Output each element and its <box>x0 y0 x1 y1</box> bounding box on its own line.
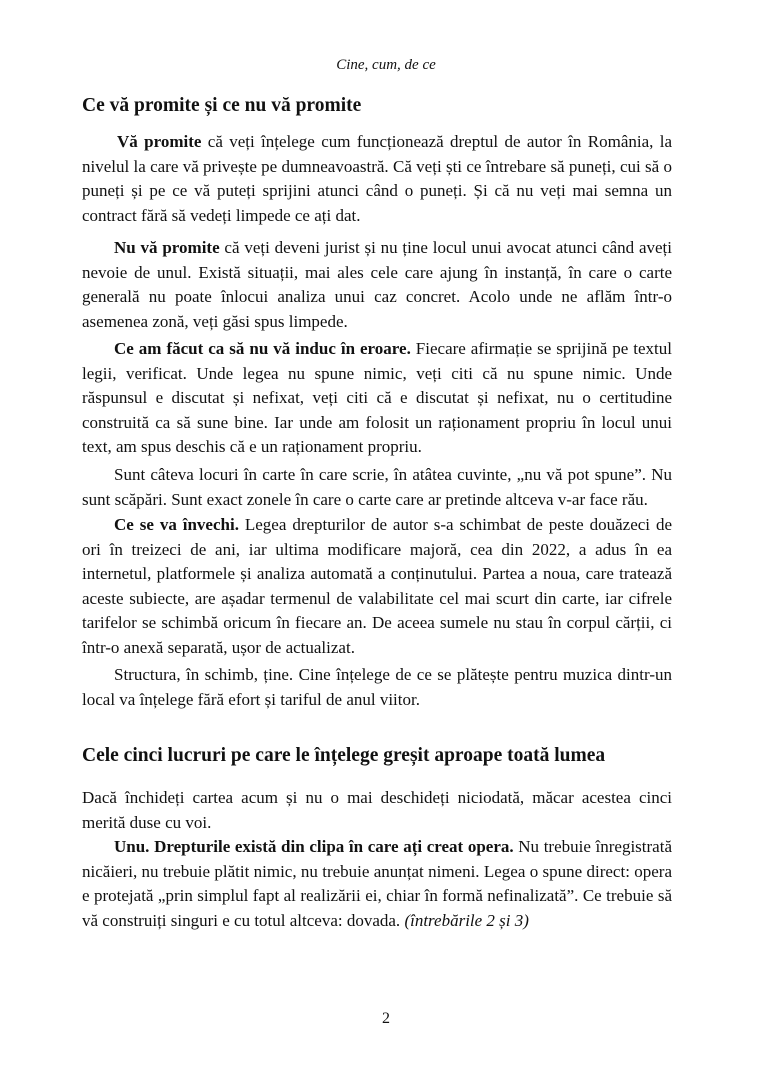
paragraph-not-promises <box>82 236 672 334</box>
paragraph-text: că veți înțelege cum funcționează dreptul de autor în România, la nivelul la care vă privește pe dumneavoastră. Că veți ști ce întrebare să puneți, cui să o puneți și pe ce vă puteți sprijini atunci când o puneți. Și că nu veți mai semna un contract fără să vedeți limpede ce ați dat. <box>82 132 672 225</box>
paragraph-lead: Ce se va învechi. <box>114 515 239 534</box>
section-title-promises: Ce vă promite și ce nu vă promite <box>82 95 362 116</box>
paragraph-lead: Ce am făcut ca să nu vă induc în eroare. <box>114 339 411 358</box>
running-header: Cine, cum, de ce <box>336 57 436 73</box>
page-number: 2 <box>382 1010 390 1027</box>
paragraph-text: Sunt câteva locuri în carte în care scrie, în atâtea cuvinte, „nu vă pot spune”. Nu sunt scăpări. Sunt exact zonele în care o carte care ar pretinde altceva v-ar face rău. <box>82 465 672 509</box>
paragraph-item-one <box>82 835 672 933</box>
paragraph-text: Legea drepturilor de autor s-a schimbat de peste douăzeci de ori în treizeci de ani, iar ultima modificare majoră, cea din 2022, a adus în ea internetul, platformele și analiza automată a conținutului. Partea a noua, care tratează aceste subiecte, are așadar termenul de valabilitate cel mai scurt din carte, iar cifrele tarifelor se schimbă oricum în fiecare an. De aceea sumele nu stau în corpul cărții, ci într-o anexă separată, ușor de actualizat. <box>82 515 672 657</box>
paragraph-no-misleading <box>82 337 672 460</box>
paragraph-text: Fiecare afirmație se sprijină pe textul legii, verificat. Unde legea nu spune nimic, veți citi că nu spune nimic. Unde răspunsul e discutat și nefixat, veți citi că e discutat și nefixat, nu o certitudine construită ca să sune bine. Iar unde am folosit un raționament propriu în locul unui text, am spus deschis că e un raționament propriu. <box>82 339 672 457</box>
paragraph-structure <box>82 663 672 712</box>
paragraph-lead: Unu. Drepturile există din clipa în care ați creat opera. <box>114 837 514 856</box>
paragraph-text: Structura, în schimb, ține. Cine înțelege de ce se plătește pentru muzica dintr-un local va înțelege fără efort și tariful de anul viitor. <box>82 665 672 709</box>
cross-reference: (întrebările 2 și 3) <box>404 910 529 930</box>
paragraph-text: că veți deveni jurist și nu ține locul unui avocat atunci când aveți nevoie de unul. Există situații, mai ales cele care ajung în instanță, în care o carte generală nu poate înlocui analiza unui caz concret. Acolo unde ne aflăm într-o asemenea zonă, veți găsi spus limpede. <box>82 238 672 331</box>
section-title-five-things: Cele cinci lucruri pe care le înțelege greșit aproape toată lumea <box>82 745 606 766</box>
paragraph-lead: Vă promite <box>117 132 202 151</box>
paragraph-will-age <box>82 513 672 661</box>
paragraph-lead: Nu vă promite <box>114 238 220 257</box>
paragraph-cannot-say <box>82 463 672 512</box>
paragraph-text: Nu trebuie înregistrată nicăieri, nu trebuie plătit nimic, nu trebuie anunțat nimeni. Legea o spune direct: opera e protejată „prin simplul fapt al realizării ei, chiar în formă nefinalizată”. Ce trebuie să vă construiți singuri e cu totul altceva: dovada. <box>82 837 672 930</box>
paragraph-promises <box>82 130 672 228</box>
paragraph-intro: Dacă închideți cartea acum și nu o mai deschideți niciodată, măcar acestea cinci merită duse cu voi. <box>82 788 672 832</box>
